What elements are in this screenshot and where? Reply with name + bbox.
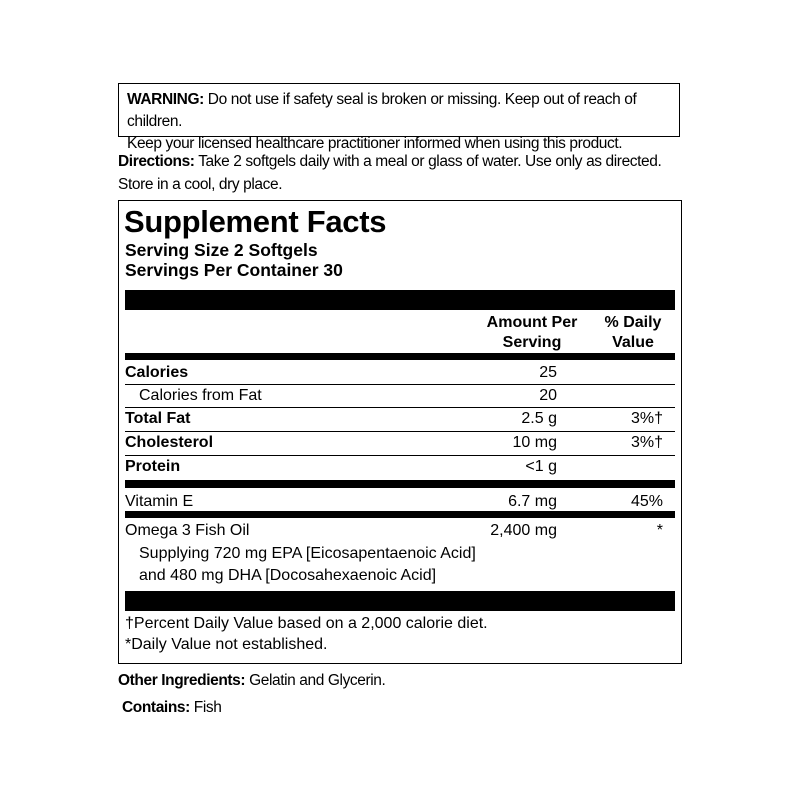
section-divider: [125, 480, 675, 488]
nutrient-amount: 20: [539, 387, 557, 404]
nutrient-name: Omega 3 Fish Oil: [125, 522, 250, 539]
supplement-facts-panel: [118, 200, 682, 664]
amount-header-line-2: Serving: [502, 334, 562, 351]
warning-label: WARNING:: [127, 91, 204, 108]
footnote-daily-value: †Percent Daily Value based on a 2,000 calorie diet.: [125, 615, 488, 632]
contains: [122, 697, 221, 719]
other-ingredients-label: Other Ingredients:: [118, 672, 246, 689]
nutrient-name: Vitamin E: [125, 493, 194, 510]
header-divider: [125, 353, 675, 360]
serving-size: Serving Size 2 Softgels: [125, 240, 318, 260]
directions-label: Directions:: [118, 153, 195, 170]
footnote-not-established: *Daily Value not established.: [125, 636, 328, 653]
facts-title: Supplement Facts: [124, 204, 387, 239]
directions: [118, 150, 686, 196]
nutrient-name: Protein: [125, 458, 181, 475]
directions-text: Take 2 softgels daily with a meal or glass of water. Use only as directed. Store in a cool, dry place.: [118, 153, 662, 193]
nutrient-dv: 45%: [630, 493, 663, 510]
nutrient-name: Total Fat: [125, 410, 191, 427]
other-ingredients-text: Gelatin and Glycerin.: [249, 672, 386, 689]
contains-text: Fish: [193, 699, 222, 716]
nutrient-amount: 10 mg: [512, 434, 557, 451]
dv-header-line-2: Value: [612, 334, 654, 351]
amount-per-serving-header: [477, 313, 587, 353]
nutrient-amount: 6.7 mg: [508, 493, 557, 510]
warning-line-2: Keep your licensed healthcare practitioner informed when using this product.: [127, 135, 623, 152]
dv-header-line-1: % Daily: [604, 314, 662, 331]
nutrient-amount: <1 g: [525, 458, 557, 475]
warning-box: [118, 83, 680, 152]
nutrient-dv: *: [656, 522, 663, 539]
nutrient-row: [125, 385, 675, 407]
nutrient-row: [125, 520, 675, 542]
contains-label: Contains:: [122, 699, 190, 716]
nutrient-dv: 3%†: [630, 434, 663, 451]
nutrient-row: [125, 456, 675, 478]
warning-line-1: [127, 89, 671, 133]
servings-per-container: Servings Per Container 30: [125, 260, 343, 280]
thick-divider: [125, 290, 675, 310]
amount-header-line-1: Amount Per: [486, 314, 578, 331]
section-divider: [125, 511, 675, 518]
nutrient-name: Calories from Fat: [139, 387, 262, 404]
daily-value-header: [589, 313, 677, 353]
nutrient-amount: 25: [539, 364, 557, 381]
nutrient-name: Calories: [125, 364, 189, 381]
thick-divider: [125, 591, 675, 611]
nutrient-dv: 3%†: [630, 410, 663, 427]
nutrient-row: [125, 362, 675, 384]
nutrient-amount: 2.5 g: [521, 410, 557, 427]
omega-sub-line-2: and 480 mg DHA [Docosahexaenoic Acid]: [139, 567, 437, 584]
nutrient-amount: 2,400 mg: [490, 522, 557, 539]
nutrient-row: [125, 408, 675, 430]
nutrient-name: Cholesterol: [125, 434, 214, 451]
warning-text-1: Do not use if safety seal is broken or missing. Keep out of reach of children.: [127, 91, 637, 130]
omega-sub-line-1: Supplying 720 mg EPA [Eicosapentaenoic Acid]: [139, 545, 476, 562]
other-ingredients: [118, 670, 385, 692]
nutrient-row: [125, 491, 675, 513]
nutrient-row: [125, 432, 675, 454]
